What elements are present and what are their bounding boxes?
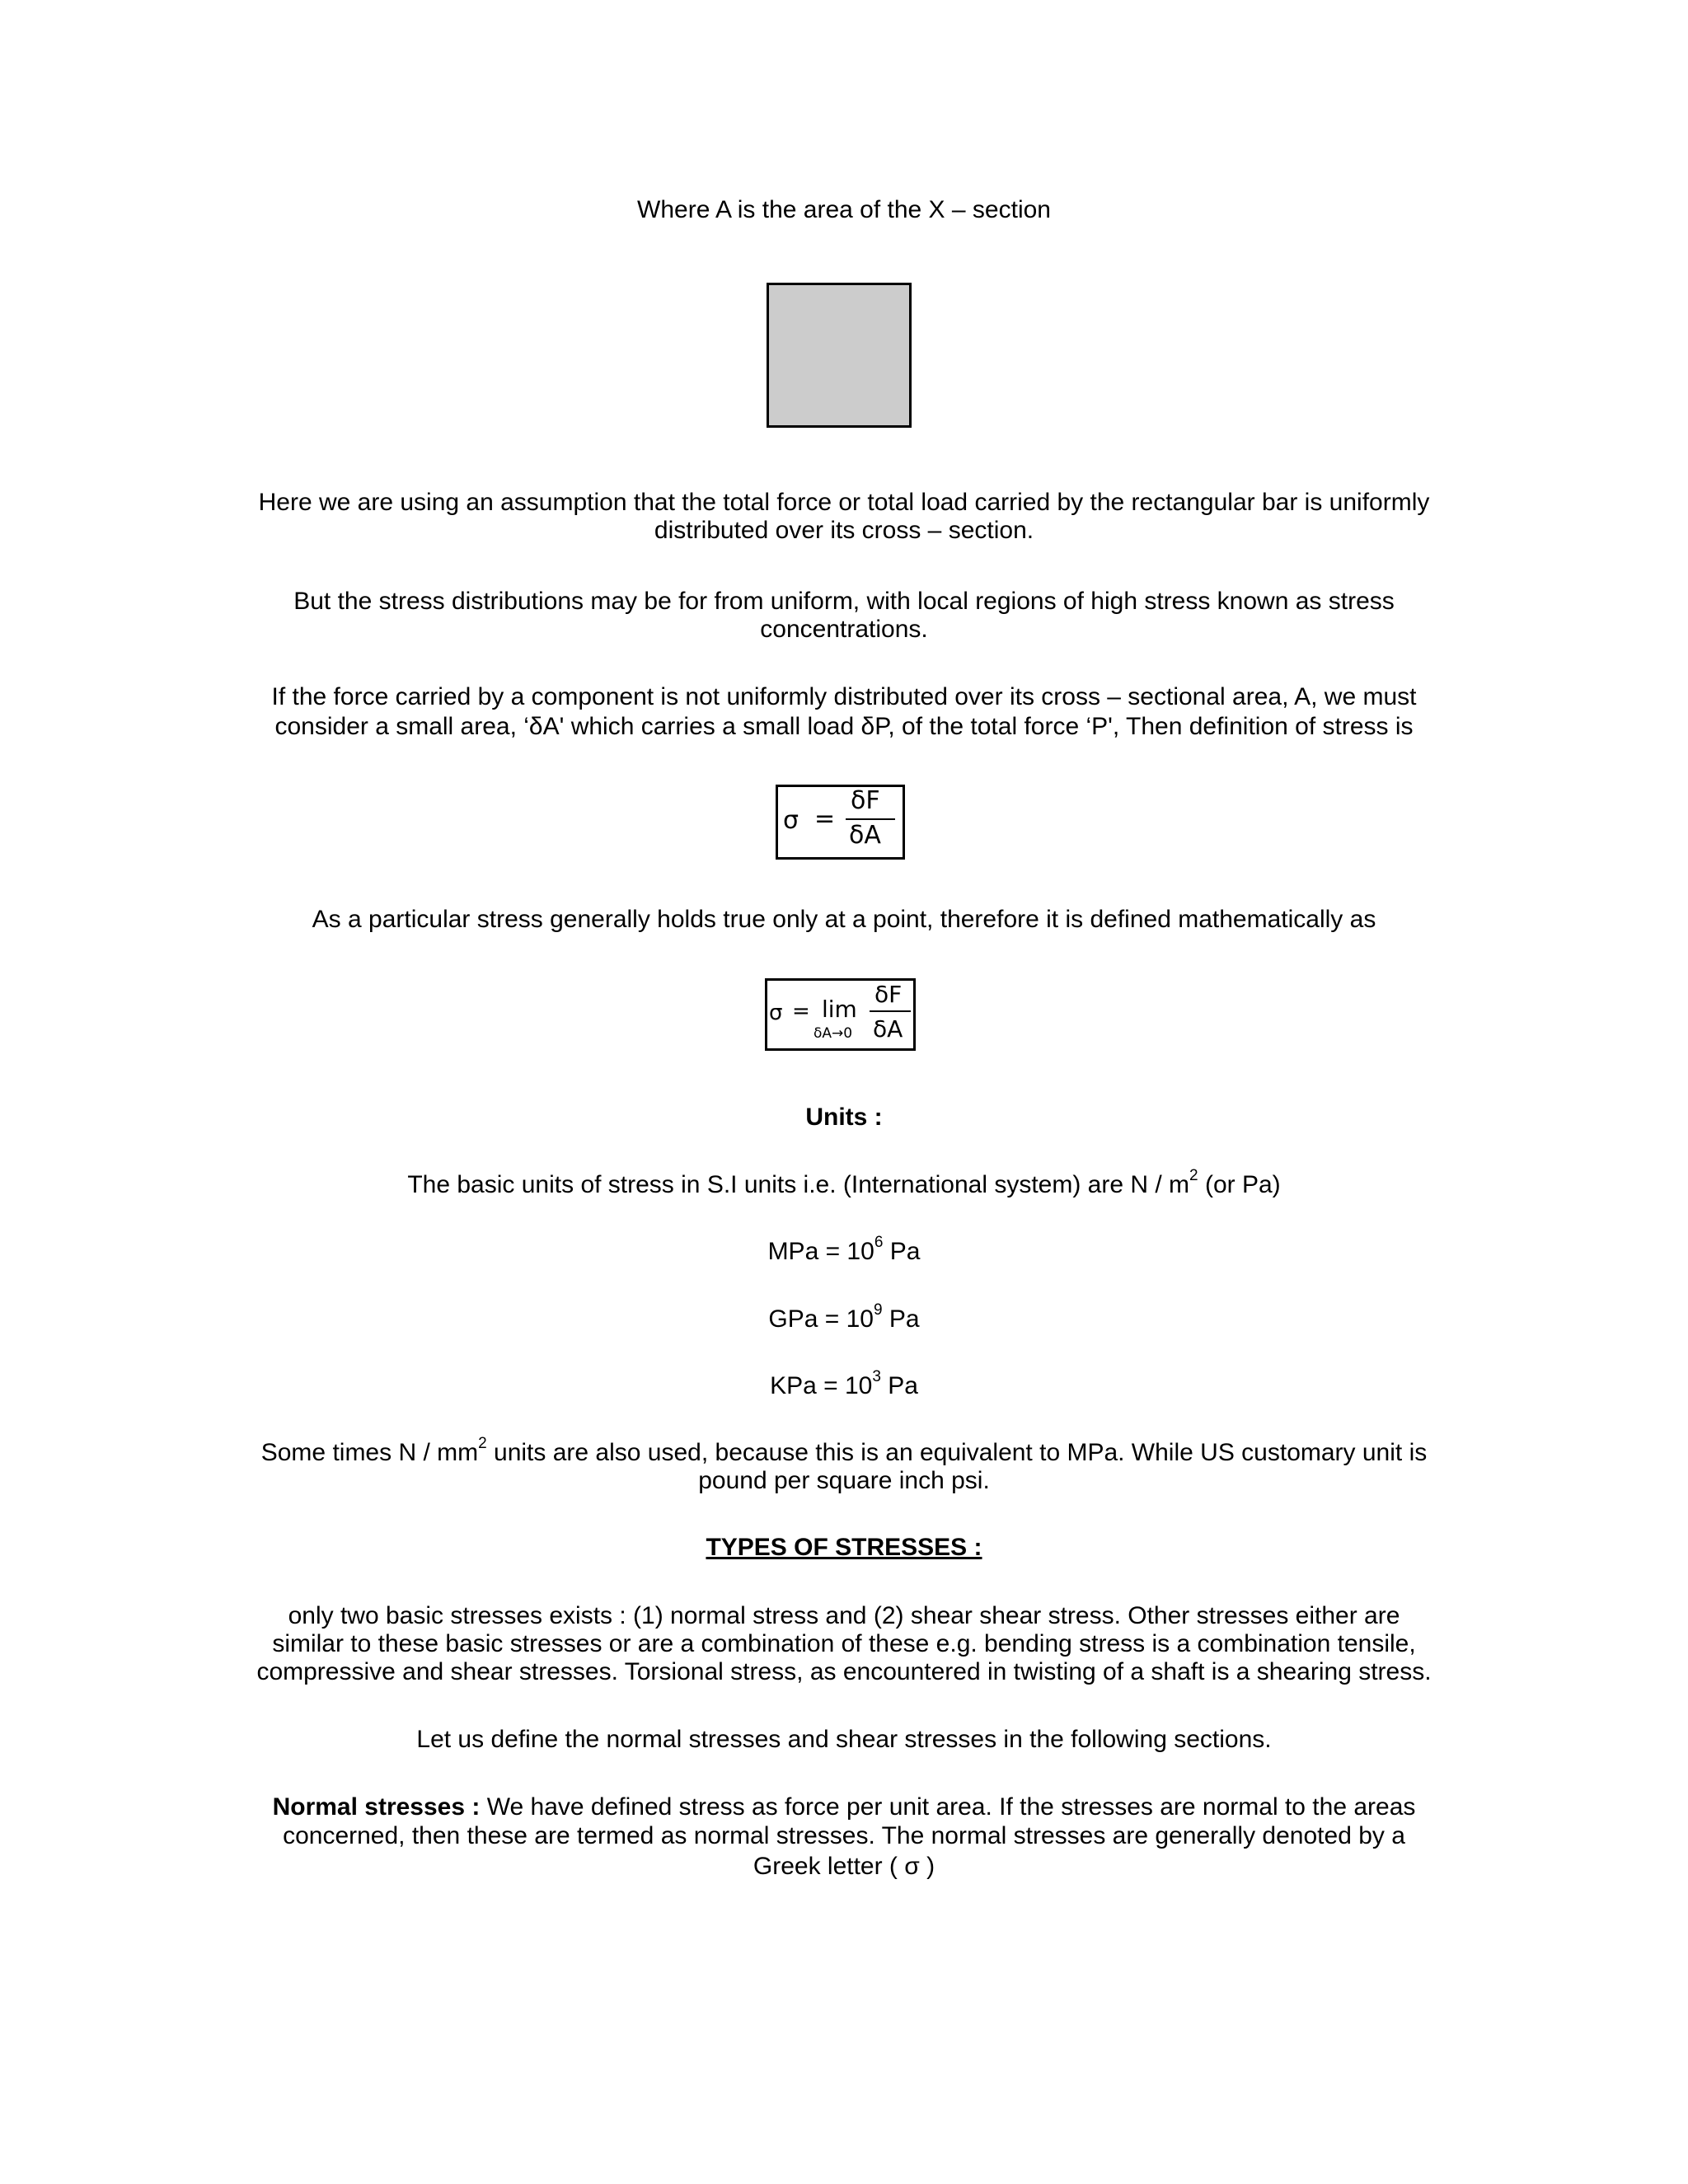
- formula2-lim: lim: [822, 996, 857, 1023]
- gpa-text: GPa = 10: [768, 1305, 874, 1333]
- gpa-suffix: Pa: [882, 1305, 920, 1333]
- formula2-denominator: δA: [873, 1015, 903, 1043]
- normal-line-1: [0, 1793, 1688, 1821]
- types-heading-text: TYPES OF STRESSES :: [706, 1534, 982, 1561]
- normal-stresses-label: Normal stresses :: [272, 1793, 481, 1821]
- stress-limit-formula: [765, 978, 916, 1051]
- gpa-exponent: 9: [873, 1301, 883, 1319]
- types-line-3: compressive and shear stresses. Torsional stress, as encountered in twisting of a shaft is a shearing stress.: [256, 1658, 1432, 1685]
- normal-line-2: concerned, then these are termed as normal stresses. The normal stresses are generally denoted by a: [283, 1822, 1405, 1849]
- formula2-equals: =: [792, 999, 810, 1024]
- normal-line-3: Greek letter ( σ ): [753, 1853, 935, 1880]
- define-line: Let us define the normal stresses and shear stresses in the following sections.: [416, 1726, 1272, 1753]
- formula1-fraction-bar: [846, 818, 895, 820]
- kpa-exponent: 3: [872, 1368, 881, 1385]
- formula2-sigma: σ: [769, 1001, 783, 1025]
- mpa-line: [0, 1234, 1688, 1266]
- types-line-2: similar to these basic stresses or are a combination of these e.g. bending stress is a combination tensile,: [272, 1630, 1416, 1657]
- sometimes-line-1: [0, 1435, 1688, 1467]
- units-basic-text: The basic units of stress in S.I units i.e. (International system) are N / m: [407, 1171, 1190, 1198]
- distribution-line-1: But the stress distributions may be for from uniform, with local regions of high stress known as stress: [293, 588, 1395, 615]
- particular-line: As a particular stress generally holds true only at a point, therefore it is defined mathematically as: [312, 906, 1376, 933]
- units-basic-exponent: 2: [1189, 1167, 1198, 1184]
- sometimes-line-2: pound per square inch psi.: [698, 1467, 990, 1494]
- formula2-limit-subscript: δA→0: [814, 1025, 853, 1042]
- types-line-1: only two basic stresses exists : (1) normal stress and (2) shear shear stress. Other stresses either are: [288, 1602, 1400, 1629]
- mpa-suffix: Pa: [883, 1238, 921, 1265]
- gpa-line: [0, 1301, 1688, 1333]
- distribution-line-2: concentrations.: [760, 616, 928, 643]
- units-basic-line: [0, 1167, 1688, 1199]
- formula1-numerator: δF: [851, 786, 880, 815]
- units-basic-suffix: (or Pa): [1198, 1171, 1281, 1198]
- formula1-equals: =: [814, 804, 836, 833]
- nonuniform-line-2: consider a small area, ‘δA' which carries a small load δP, of the total force ‘P', Then definition of stress is: [274, 713, 1414, 740]
- kpa-text: KPa = 10: [770, 1372, 873, 1399]
- mpa-text: MPa = 10: [767, 1238, 874, 1265]
- kpa-suffix: Pa: [880, 1372, 918, 1399]
- stress-definition-formula: [776, 785, 905, 860]
- mpa-exponent: 6: [874, 1234, 884, 1251]
- formula1-sigma: σ: [783, 806, 799, 835]
- sometimes-exponent: 2: [478, 1435, 487, 1452]
- formula2-fraction-bar: [870, 1010, 911, 1012]
- cross-section-square: [767, 283, 912, 428]
- normal-line-1-text: We have defined stress as force per unit area. If the stresses are normal to the areas: [480, 1793, 1416, 1821]
- sometimes-suffix: units are also used, because this is an equivalent to MPa. While US customary unit is: [486, 1439, 1428, 1466]
- formula1-denominator: δA: [849, 821, 881, 850]
- kpa-line: [0, 1368, 1688, 1400]
- assumption-line-1: Here we are using an assumption that the total force or total load carried by the rectangular bar is uniformly: [258, 489, 1430, 516]
- nonuniform-line-1: If the force carried by a component is not uniformly distributed over its cross – sectional area, A, we must: [271, 683, 1417, 710]
- area-caption: Where A is the area of the X – section: [637, 196, 1051, 223]
- assumption-line-2: distributed over its cross – section.: [654, 517, 1034, 544]
- formula2-numerator: δF: [874, 981, 903, 1008]
- types-heading: [0, 1534, 1688, 1562]
- units-heading: Units :: [805, 1104, 883, 1131]
- sometimes-text: Some times N / mm: [260, 1439, 479, 1466]
